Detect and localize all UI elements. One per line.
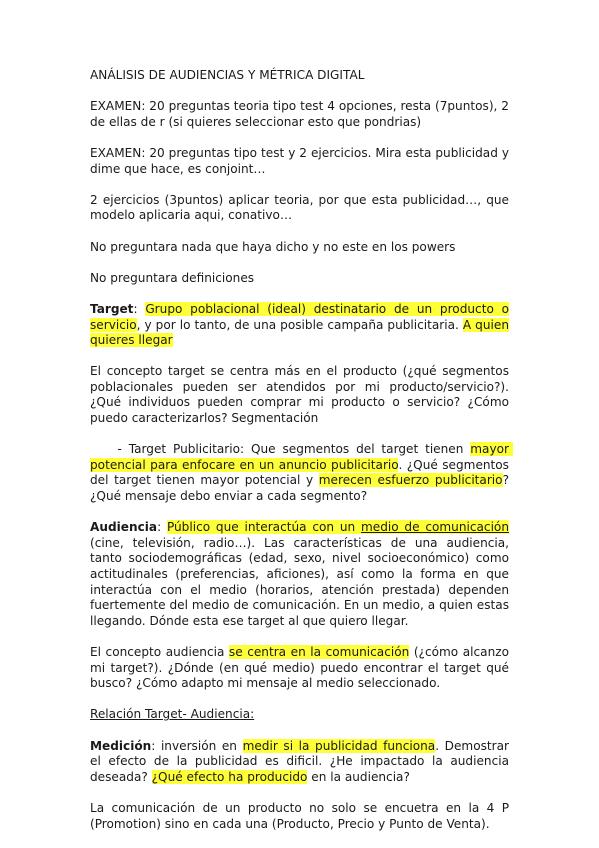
- audiencia-concept: [90, 645, 509, 692]
- doc-title: ANÁLISIS DE AUDIENCIAS Y MÉTRICA DIGITAL: [90, 68, 365, 82]
- target-pub-highlight-2: merecen esfuerzo publicitario: [318, 473, 503, 488]
- audiencia-term: Audiencia: [90, 520, 158, 535]
- medicion-sep: : inversión en: [151, 738, 243, 753]
- exam-note-1: EXAMEN: 20 preguntas teoria tipo test 4 opciones, resta (7puntos), 2 de ellas de r (si quieres seleccionar esto que pondrias): [90, 99, 509, 129]
- medicion-highlight-1: medir si la publicidad funciona: [242, 738, 436, 753]
- comunicacion-paragraph: La comunicación de un producto no solo se encuetra en la 4 P (Promotion) sino en cada una (Producto, Precio y Punto de Venta).: [90, 800, 509, 831]
- audiencia-definition: [90, 520, 509, 629]
- relacion-heading: Relación Target- Audiencia:: [90, 707, 255, 722]
- target-def-rest: , y por lo tanto, de una posible campaña publicitaria.: [136, 317, 463, 332]
- target-def-highlight: Grupo poblacional (ideal) destinatario de un producto o servicio: [90, 301, 509, 332]
- target-pub-text-2: . ¿Qué segmentos del target tienen mayor potencial y: [90, 457, 513, 488]
- audiencia-highlight: Público que interactúa con un: [166, 520, 361, 535]
- aud-concept-text-2: (¿cómo alcanzo mi target?). ¿Dónde (en qué medio) puedo encontrar el target qué busco? ¿Cómo adapto mi mensaje al medio seleccionado.: [90, 644, 509, 691]
- medicion-definition: [90, 739, 509, 786]
- target-publicitario: [90, 442, 513, 504]
- exercises-note: 2 ejercicios (3puntos) aplicar teoria, por que esta publicidad…, que modelo aplicaria aqui, conativo…: [90, 192, 509, 223]
- target-concept: El concepto target se centra más en el producto (¿qué segmentos poblacionales pueden ser atendidos por mi producto/servicio?). ¿Qué individuos pueden comprar mi producto o servicio? ¿Cómo puedo caracterizarlos? Segmentación: [90, 364, 509, 426]
- audiencia-highlight-underlined: medio de comunicación: [360, 520, 509, 535]
- audiencia-rest: (cine, televisión, radio…). Las características de una audiencia, tanto sociodemográficas (edad, sexo, nivel socioeconómico) como actitudinales (preferencias, aficiones), así como la forma en que interactúa con el medio (horarios, atención prestada) dependen fuertemente del medio de comunicación. En un medio, a quien estas llegando. Dónde esta ese target al que quiero llegar.: [90, 535, 509, 628]
- medicion-highlight-2: ¿Qué efecto ha producido: [151, 769, 308, 784]
- target-sep: :: [133, 301, 146, 316]
- medicion-text-2: en la audiencia?: [307, 769, 410, 784]
- aud-concept-text-1: El concepto audiencia: [90, 644, 229, 659]
- exam-note-2: EXAMEN: 20 preguntas tipo test y 2 ejercicios. Mira esta publicidad y dime que hace, es conjoint…: [90, 145, 509, 176]
- target-pub-text-3: ? ¿Qué mensaje debo enviar a cada segmento?: [90, 473, 513, 504]
- aud-concept-highlight: se centra en la comunicación: [228, 644, 410, 659]
- note-powers: No preguntara nada que haya dicho y no este en los powers: [90, 239, 456, 254]
- audiencia-sep: :: [157, 520, 167, 535]
- target-pub-highlight-1: mayor potencial para enfocare en un anuncio publicitario: [90, 442, 513, 472]
- document-page: [90, 68, 513, 832]
- note-definitions: No preguntara definiciones: [90, 270, 255, 285]
- target-term: Target: [90, 301, 134, 316]
- medicion-term: Medición: [90, 738, 152, 753]
- target-definition: [90, 302, 509, 349]
- target-pub-text-1: - Target Publicitario: Que segmentos del target tienen: [90, 442, 471, 457]
- medicion-text-1: . Demostrar el efecto de la publicidad es dificil. ¿He impactado la audiencia deseada?: [90, 738, 509, 784]
- target-highlight-2: A quien quieres llegar: [90, 317, 509, 348]
